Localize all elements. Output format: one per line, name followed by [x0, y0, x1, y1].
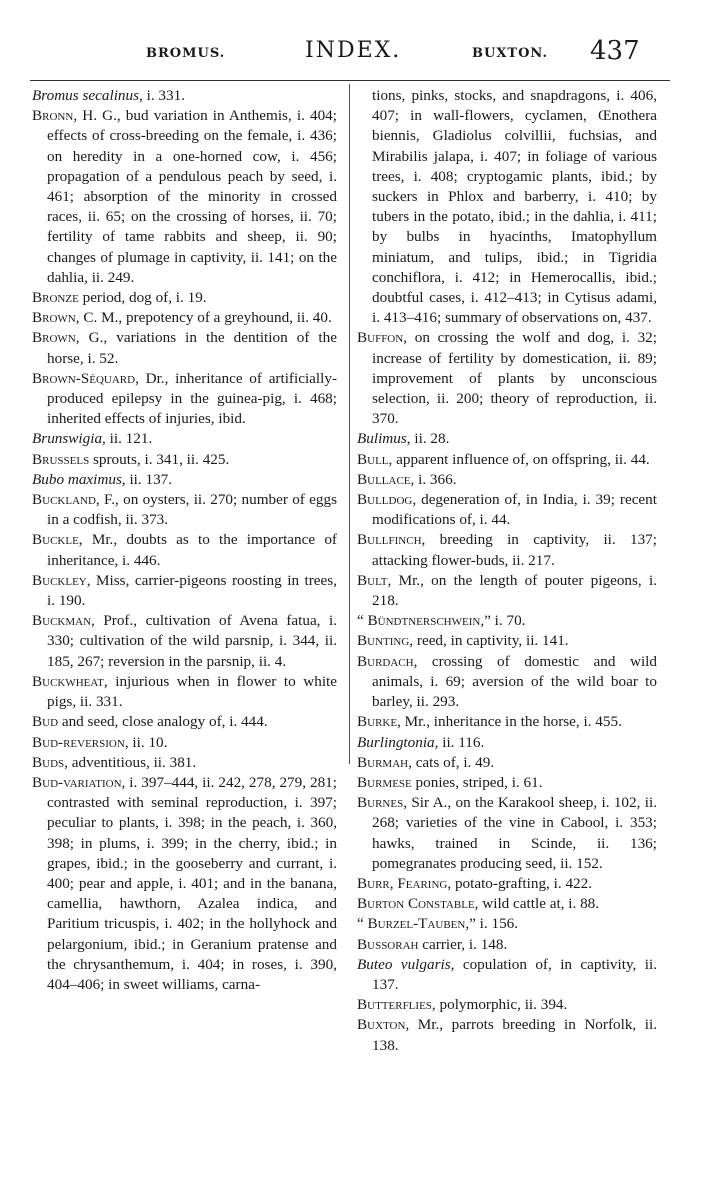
entry-text: , potato-grafting, i. 422.: [447, 874, 593, 892]
index-entry: [357, 631, 657, 651]
index-entry: [357, 571, 657, 611]
entry-text: ponies, striped, i. 61.: [411, 773, 543, 791]
entry-heading: Bull: [357, 450, 389, 468]
index-entry: [32, 733, 337, 753]
index-column-right: [357, 86, 657, 1056]
entry-heading: Buckley: [32, 571, 87, 589]
entry-heading: Buckwheat: [32, 672, 104, 690]
index-entry: [32, 369, 337, 430]
entry-text: , Prof., cultivation of Avena fatua, i. 330; cultivation of the wild parsnip, i. 344, ii. 185, 267; reversion in the parsnip, ii. 4.: [47, 612, 337, 670]
index-entry: [32, 429, 337, 449]
entry-text: tions, pinks, stocks, and snapdragons, i. 406, 407; in wall-flowers, cyclamen, Œnothera biennis, Gladiolus colvillii, fuchsias, and Mirabilis jalapa, i. 407; in foliage of various trees, i. 408; cryptogamic plants, ibid.; by suckers in Phlox and barberry, i. 410; by tubers in the potato, ibid.; in the dahlia, i. 411; by bulbs in hyacinths, Imatophyllum miniatum, and tulips, ibid.; in Tigridia conchiflora, i. 412; in Hemerocallis, ibid.; doubtful cases, i. 412–413; in Cytisus adami, i. 413–416; summary of observations on, 437.: [372, 87, 657, 327]
entry-heading: Buxton: [357, 1016, 406, 1034]
header-rule: [30, 80, 670, 81]
index-entry: [357, 874, 657, 894]
entry-heading: Bulimus: [357, 430, 407, 448]
entry-text: , polymorphic, ii. 394.: [431, 996, 568, 1014]
entry-heading: Brunswigia: [32, 430, 103, 448]
entry-text: , ii. 10.: [124, 733, 168, 751]
index-entry: [357, 955, 657, 995]
entry-text: , Mr., parrots breeding in Norfolk, ii. 138.: [372, 1016, 657, 1054]
entry-heading: Burton Constable: [357, 895, 475, 913]
running-head-right: BUXTON.: [472, 46, 548, 61]
entry-heading: Bussorah: [357, 935, 419, 953]
index-entry: [357, 1015, 657, 1055]
entry-heading: Buteo vulgaris: [357, 955, 451, 973]
index-column-left: [32, 86, 337, 995]
entry-heading: Buds: [32, 753, 65, 771]
entry-heading: Butterflies: [357, 996, 432, 1014]
entry-text: , i. 397–444, ii. 242, 278, 279, 281; contrasted with seminal reproduction, i. 397; peculiar to plants, i. 398; in the peach, i. 360, 398; in plums, i. 399; in the cherry, ibid.; in grapes, ibid.; in the gooseberry and currant, i. 400; pear and apple, i. 401; and in the banana, camellia, hawthorn, Azalea indica, and Paritium tricuspis, i. 402; in the hollyhock and pelargonium, ibid.; in Geranium pratense and the chrysanthemum, i. 404; in roses, i. 390, 404–406; in sweet williams, carna-: [47, 773, 337, 993]
entry-heading: Bult: [357, 571, 388, 589]
entry-heading: Bulldog: [357, 491, 413, 509]
index-entry: [32, 712, 337, 732]
entry-text: , degeneration of, in India, i. 39; recent modifications of, i. 44.: [372, 491, 657, 529]
entry-text: , reed, in captivity, ii. 141.: [409, 632, 569, 650]
entry-text: , H. G., bud variation in Anthemis, i. 404; effects of cross-breeding on the female, i. 436; on heredity in a one-horned cow, i. 456; propagation of a pendulous peach by seed, i. 461; absorption of the minority in crossed races, ii. 65; on the crossing of horses, ii. 70; fertility of tame rabbits and sheep, ii. 90; changes of plumage in captivity, ii. 141; on the dahlia, ii. 249.: [47, 107, 337, 286]
entry-heading: “ Bündtnerschwein,”: [357, 612, 491, 630]
entry-text: , Dr., inheritance of artificially-produced epilepsy in the guinea-pig, i. 468; inherited effects of injuries, ibid.: [47, 369, 337, 428]
index-entry: [32, 753, 337, 773]
entry-heading: Bullace: [357, 470, 411, 488]
index-entry: [357, 328, 657, 429]
index-entry: [357, 450, 657, 470]
entry-heading: Burmah: [357, 753, 409, 771]
entry-text: period, dog of, i. 19.: [78, 289, 207, 307]
index-entry: [32, 308, 337, 328]
entry-heading: Bullfinch: [357, 531, 422, 549]
index-entry: [32, 450, 337, 470]
running-head-center: INDEX.: [305, 38, 402, 63]
entry-text: , copulation of, in captivity, ii. 137.: [372, 955, 657, 993]
entry-heading: Bronn: [32, 107, 74, 125]
index-entry: [357, 914, 657, 934]
entry-text: , on crossing the wolf and dog, i. 32; increase of fertility by domestication, ii. 89; improvement of plants by unconscious selection, ii. 200; theory of reproduction, ii. 370.: [372, 329, 657, 428]
index-entry: [357, 773, 657, 793]
index-entry: [357, 712, 657, 732]
entry-heading: Bud: [32, 713, 59, 731]
index-entry: [357, 490, 657, 530]
index-entry: [32, 328, 337, 368]
index-entry: [357, 470, 657, 490]
index-entry: [32, 490, 337, 530]
index-entry: [357, 935, 657, 955]
entry-text: , F., on oysters, ii. 270; number of eggs in a codfish, ii. 373.: [47, 491, 337, 529]
index-entry: [357, 995, 657, 1015]
entry-heading: Bubo maximus: [32, 470, 122, 488]
index-entry: [32, 530, 337, 570]
entry-heading: Buffon: [357, 329, 404, 347]
index-entry: [357, 530, 657, 570]
entry-heading: Bud-reversion: [32, 733, 125, 751]
entry-heading: Brown: [32, 329, 76, 347]
index-entry: [357, 652, 657, 713]
index-entry: [357, 753, 657, 773]
entry-text: , i. 366.: [410, 470, 457, 488]
entry-text: , ii. 28.: [406, 430, 450, 448]
index-entry: [357, 611, 657, 631]
entry-heading: Burdach: [357, 652, 414, 670]
entry-heading: Burke: [357, 713, 398, 731]
entry-text: , G., variations in the dentition of the horse, i. 52.: [47, 329, 337, 367]
running-head-left: BROMUS.: [146, 46, 226, 61]
index-entry: [357, 429, 657, 449]
index-entry: [32, 672, 337, 712]
entry-text: , ii. 121.: [102, 430, 153, 448]
page-number: 437: [590, 36, 640, 66]
index-entry: [32, 106, 337, 288]
entry-heading: Brussels: [32, 450, 90, 468]
entry-text: carrier, i. 148.: [418, 935, 508, 953]
index-entry: [357, 86, 657, 328]
index-entry: [357, 894, 657, 914]
entry-text: sprouts, i. 341, ii. 425.: [89, 450, 230, 468]
entry-heading: Buckman: [32, 612, 92, 630]
entry-heading: Buckle: [32, 531, 79, 549]
entry-text: i. 70.: [490, 612, 526, 630]
entry-heading: “ Burzel-Tauben,”: [357, 915, 476, 933]
column-divider: [349, 84, 350, 764]
entry-heading: Bronze: [32, 289, 79, 307]
entry-text: , apparent influence of, on offspring, ii. 44.: [388, 450, 650, 468]
index-entry: [32, 611, 337, 672]
index-entry: [357, 733, 657, 753]
entry-text: , Mr., on the length of pouter pigeons, i. 218.: [372, 571, 657, 610]
entry-text: , Mr., inheritance in the horse, i. 455.: [397, 713, 622, 731]
entry-text: , Miss, carrier-pigeons roosting in trees, i. 190.: [47, 571, 337, 610]
entry-text: , C. M., prepotency of a greyhound, ii. 40.: [75, 309, 332, 327]
entry-text: , ii. 116.: [434, 733, 485, 751]
entry-heading: Burr, Fearing: [357, 874, 448, 892]
entry-text: , Mr., doubts as to the importance of inheritance, i. 446.: [47, 531, 337, 569]
entry-text: , cats of, i. 49.: [408, 753, 495, 771]
index-entry: [32, 773, 337, 995]
entry-heading: Buckland: [32, 491, 96, 509]
index-entry: [32, 571, 337, 611]
entry-text: , adventitious, ii. 381.: [64, 753, 197, 771]
entry-text: , injurious when in flower to white pigs, ii. 331.: [47, 672, 337, 711]
entry-text: , wild cattle at, i. 88.: [474, 895, 600, 913]
entry-text: , breeding in captivity, ii. 137; attacking flower-buds, ii. 217.: [372, 531, 657, 569]
entry-text: i. 156.: [475, 915, 519, 933]
entry-heading: Bunting: [357, 632, 410, 650]
page-header: [0, 36, 705, 76]
entry-text: , ii. 137.: [121, 470, 173, 488]
entry-text: and seed, close analogy of, i. 444.: [58, 713, 268, 731]
entry-heading: Bromus secalinus: [32, 87, 140, 104]
index-entry: [32, 86, 337, 106]
index-entry: [32, 288, 337, 308]
entry-heading: Bud-variation: [32, 773, 122, 791]
entry-heading: Burlingtonia: [357, 733, 435, 751]
index-entry: [32, 470, 337, 490]
entry-heading: Burnes: [357, 794, 404, 812]
entry-heading: Burmese: [357, 773, 412, 791]
entry-text: , Sir A., on the Karakool sheep, i. 102, ii. 268; varieties of the vine in Cabool, i. 353; hawks, trained in Scinde, ii. 136; pomegranates producing seed, ii. 152.: [372, 794, 657, 872]
entry-text: , crossing of domestic and wild animals, i. 69; aversion of the wild boar to barley, ii. 293.: [372, 652, 657, 711]
entry-heading: Brown: [32, 309, 76, 327]
entry-heading: Brown-Séquard: [32, 369, 136, 387]
entry-text: , i. 331.: [139, 87, 186, 104]
index-entry: [357, 793, 657, 874]
